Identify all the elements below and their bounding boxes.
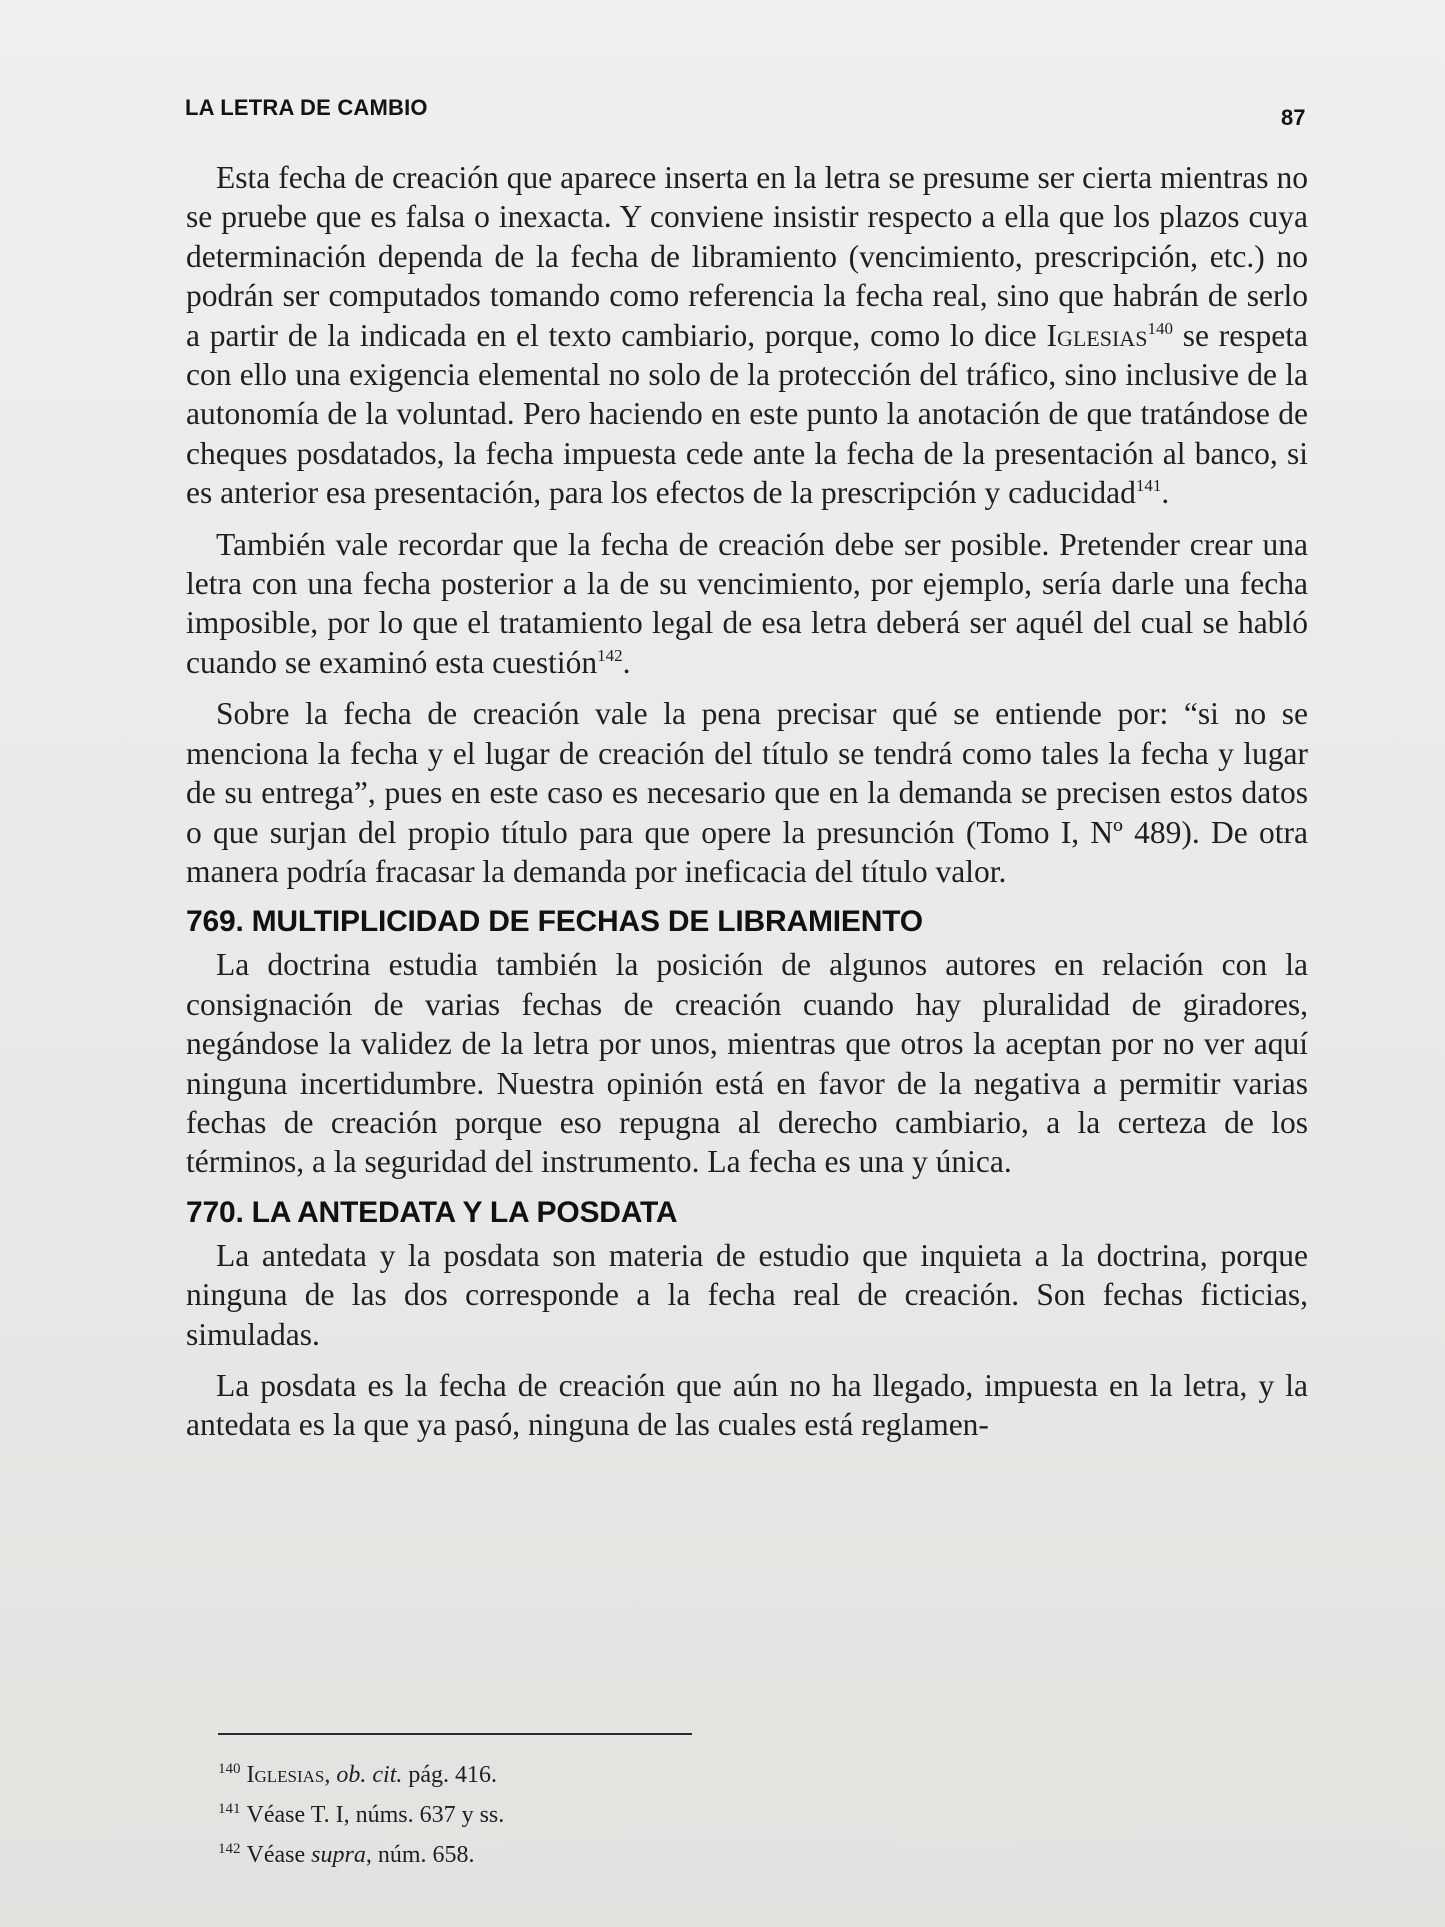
section-number: 770. (186, 1195, 244, 1229)
section-number: 769. (186, 905, 244, 939)
paragraph: Sobre la fecha de creación vale la pena precisar qué se entiende por: “si no se menciona la fecha y el lugar de creación del título se tendrá como tales la fecha y lugar de su entrega”, pues en este caso es necesario que en la demanda se precisen estos datos o que surjan del propio título para que opere la presunción (Tomo I, Nº 489). De otra manera podría fracasar la demanda por ineficacia del título valor. (186, 696, 1308, 889)
page-number: 87 (1281, 105, 1306, 130)
footnote-ref[interactable]: 142 (597, 645, 623, 665)
footnote-ref[interactable]: 141 (1135, 476, 1162, 496)
section-heading-769 (186, 903, 1308, 941)
section-title: LA ANTEDATA Y LA POSDATA (251, 1195, 678, 1229)
paragraph: Esta fecha de creación que aparece inserta en la letra se presume ser cierta mientras no se pruebe que es falsa o inexacta. Y conviene insistir respecto a ella que los plazos cuya determinación dependa de la fecha de libramiento (vencimiento, prescripción, etc.) no podrán ser computados tomando como referencia la fecha real, sino que habrán de serlo a partir de la indicada en el texto cambiario, porque, como lo dice Iglesias$^{140}$ se respeta con ello una exigencia elemental no solo de la protección del tráfico, sino inclusive de la autonomía de la voluntad. Pero haciendo en este punto la anotación de que tratándose de cheques posdatados, la fecha impuesta cede ante la fecha de la presentación al banco, si es anterior esa presentación, para los efectos de la prescripción y caducidad$^{141}$. (186, 160, 1308, 511)
footnote-140: $^{140}$ Iglesias, ob. cit. pág. 416. (218, 1761, 498, 1788)
paragraph: La doctrina estudia también la posición de algunos autores en relación con la consignación de varias fechas de creación cuando hay pluralidad de giradores, negándose la validez de la letra por unos, mientras que otros la aceptan por no ver aquí ninguna incertidumbre. Nuestra opinión está en favor de la negativa a permitir varias fechas de creación porque eso repugna al derecho cambiario, a la certeza de los términos, a la seguridad del instrumento. La fecha es una y única. (186, 947, 1308, 1180)
main-text (186, 158, 1308, 1457)
section-heading-770 (186, 1194, 1308, 1232)
footnote-142: $^{142}$ Véase supra, núm. 658. (218, 1841, 475, 1868)
footnotes (218, 1755, 504, 1875)
footnote-separator (218, 1733, 692, 1735)
author-name: Iglesias (1046, 317, 1148, 353)
paragraph: La antedata y la posdata son materia de estudio que inquieta a la doctrina, porque ninguna de las dos corresponde a la fecha real de creación. Son fechas ficticias, simuladas. (186, 1237, 1308, 1352)
running-title: LA LETRA DE CAMBIO (185, 95, 428, 120)
section-title: MULTIPLICIDAD DE FECHAS DE LIBRAMIENTO (251, 905, 923, 939)
footnote-ref[interactable]: 140 (1147, 318, 1173, 338)
footnote-141: $^{141}$ Véase T. I, núms. 637 y ss. (218, 1801, 505, 1828)
paragraph: También vale recordar que la fecha de creación debe ser posible. Pretender crear una letra con una fecha posterior a la de su vencimiento, por ejemplo, sería darle una fecha imposible, por lo que el tratamiento legal de esa letra deberá ser aquél del cual se habló cuando se examinó esta cuestión$^{142}$. (186, 526, 1308, 680)
paragraph: La posdata es la fecha de creación que aún no ha llegado, impuesta en la letra, y la antedata es la que ya pasó, ninguna de las cuales está reglamen- (186, 1367, 1308, 1443)
